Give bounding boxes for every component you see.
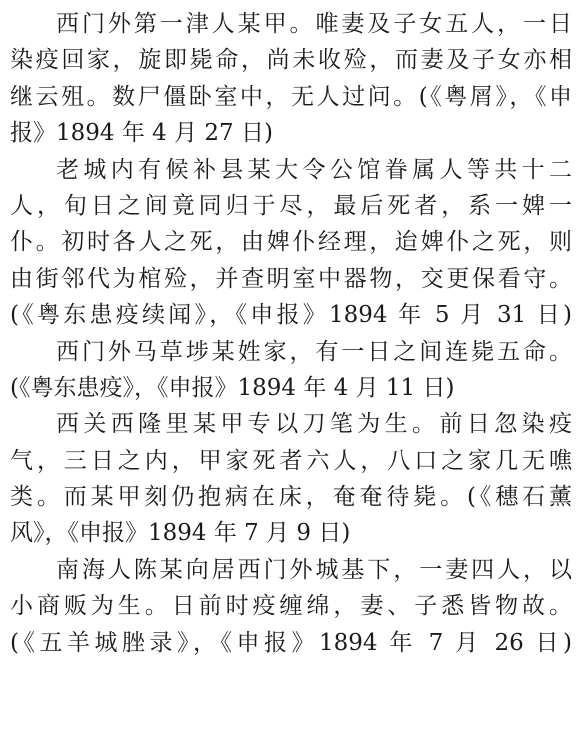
paragraph-2 [10,152,572,334]
text-line: 西门外第一津人某甲。唯妻及子女五人，一日 [56,11,572,37]
text-line: 人，旬日之间竟同归于尽，最后死者，系一婢一 [10,192,572,219]
text-line: 继云殂。数尸僵卧室中，无人过问。(《粤屑》，《申 [10,83,572,110]
paragraph-3 [10,334,572,407]
text-line: 气，三日之内，甲家死者六人，八口之家几无噍 [10,447,572,474]
paragraph-5 [10,552,572,661]
paragraph-1 [10,6,572,152]
text-line: 西门外马草埗某姓家，有一日之间连毙五命。 [56,338,572,365]
text-line: (《粤东患疫续闻》，《申报》1894 年 5 月 31 日) [10,302,572,329]
paragraph-4 [10,406,572,552]
text-line: (《粤东患疫》，《申报》1894 年 4 月 11 日) [10,374,455,401]
text-line: 老城内有候补县某大令公馆眷属人等共十二 [56,156,572,183]
text-line: 南海人陈某向居西门外城基下，一妻四人，以 [56,556,572,583]
text-line: 西关西隆里某甲专以刀笔为生。前日忽染疫 [56,411,572,438]
text-line: 类。而某甲刻仍抱病在床，奄奄待毙。(《穗石薰 [10,484,572,511]
text-line: 风》，《申报》1894 年 7 月 9 日) [10,520,351,547]
text-line: 小商贩为生。日前时疫缠绵，妻、子悉皆物故。 [10,593,572,620]
text-line: 由街邻代为棺殓，并查明室中器物，交更保看守。 [10,265,572,292]
document-page [10,6,572,661]
text-line: (《五羊城脞录》，《申报》1894 年 7 月 26 日) [10,629,572,656]
text-line: 染疫回家，旋即毙命，尚未收殓，而妻及子女亦相 [10,47,572,74]
text-line: 报》1894 年 4 月 27 日) [10,120,273,147]
text-line: 仆。初时各人之死，由婢仆经理，迨婢仆之死，则 [10,229,572,256]
